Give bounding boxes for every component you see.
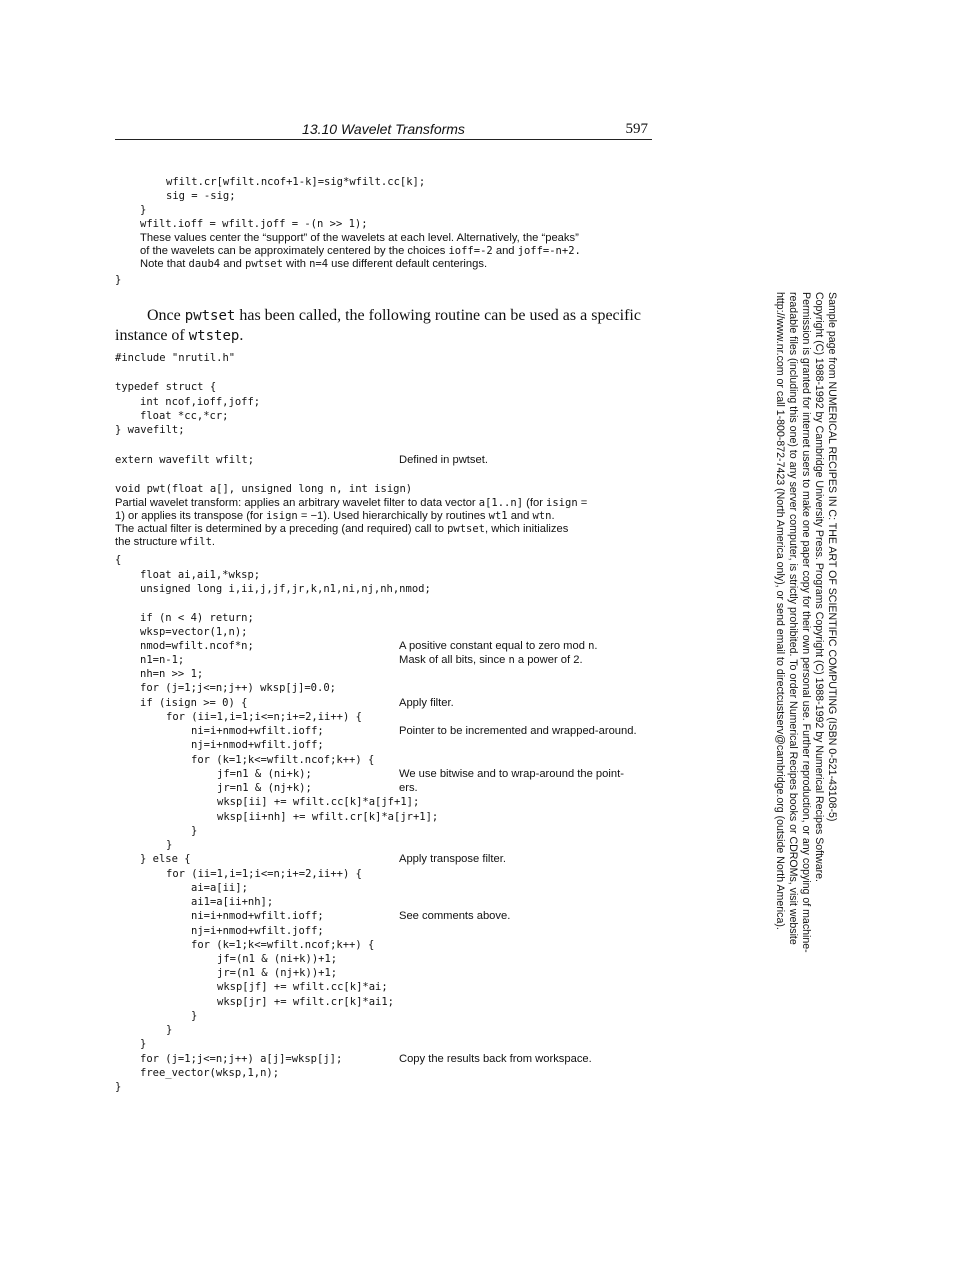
function-signature: void pwt(float a[], unsigned long n, int isign) xyxy=(115,483,413,495)
code-comment: Apply transpose filter. xyxy=(399,853,506,865)
code-line: } xyxy=(115,274,122,286)
code-line: } wavefilt; xyxy=(115,424,185,436)
code-line: float ai,ai1,*wksp; xyxy=(140,569,261,581)
code-line: ni=i+nmod+wfilt.ioff; xyxy=(191,910,324,922)
code-line: nh=n >> 1; xyxy=(140,668,204,680)
code-line: wksp[ii] += wfilt.cc[k]*a[jf+1]; xyxy=(217,796,420,808)
code-line: wksp[jr] += wfilt.cr[k]*ai1; xyxy=(217,996,395,1008)
code-comment: Apply filter. xyxy=(399,697,454,709)
code-comment: ers. xyxy=(399,782,418,794)
code-line: if (n < 4) return; xyxy=(140,612,254,624)
code-line: ai=a[ii]; xyxy=(191,882,248,894)
centering-note xyxy=(140,232,660,271)
code-line: for (k=1;k<=wfilt.ncof;k++) { xyxy=(191,754,375,766)
code-line: } xyxy=(140,1038,147,1050)
code-line: } xyxy=(166,839,173,851)
code-line: for (ii=1,i=1;i<=n;i+=2,ii++) { xyxy=(166,711,362,723)
copyright-sidebar xyxy=(688,292,838,953)
code-line: extern wavefilt wfilt; xyxy=(115,454,255,466)
body-paragraph: Once pwtset has been called, the following routine can be used as a specific instance of wtstep. xyxy=(115,307,641,344)
sidebar-line: Copyright (C) 1988-1992 by Cambridge University Press. Programs Copyright (C) 1988-1992 by Numerical Recipes Software. xyxy=(813,292,825,882)
code-line: wfilt.ioff = wfilt.joff = -(n >> 1); xyxy=(140,218,368,230)
note-line: Note that daub4 and pwtset with n=4 use different default centerings. xyxy=(140,258,488,270)
code-line: for (ii=1,i=1;i<=n;i+=2,ii++) { xyxy=(166,868,362,880)
page-number: 597 xyxy=(625,121,648,137)
sidebar-line: http://www.nr.com or call 1-800-872-7423 (North America only), or send email to directcustserv@cambridge.org (outside North America). xyxy=(774,292,786,930)
code-line: { xyxy=(115,554,122,566)
code-line: wksp[ii+nh] += wfilt.cr[k]*a[jr+1]; xyxy=(217,811,439,823)
code-line: typedef struct { xyxy=(115,381,217,393)
code-line: ni=i+nmod+wfilt.ioff; xyxy=(191,725,324,737)
code-line: jf=n1 & (ni+k); xyxy=(217,768,312,780)
function-description: Partial wavelet transform: applies an arbitrary wavelet filter to data vector a[1..n] (for isign = 1) or applies its transpose (for isign = −1). Used hierarchically by routines wt1 and wtn. The actual filter is determined by a preceding (and required) call to pwtset, which initializes the structure wfilt. xyxy=(115,497,588,548)
code-line: } xyxy=(191,825,198,837)
sidebar-line: Permission is granted for internet users to make one paper copy for their own personal use. Further reproduction, or any copying of machine- xyxy=(800,292,812,953)
note-line: of the wavelets can be approximately centered by the choices ioff=-2 and joff=-n+2. xyxy=(140,245,581,257)
code-line: jr=n1 & (nj+k); xyxy=(217,782,312,794)
code-line: nmod=wfilt.ncof*n; xyxy=(140,640,254,652)
code-line: } xyxy=(166,1024,173,1036)
code-line: ai1=a[ii+nh]; xyxy=(191,896,274,908)
code-line: if (isign >= 0) { xyxy=(140,697,248,709)
code-line: } else { xyxy=(140,853,191,865)
code-comment: A positive constant equal to zero mod n. xyxy=(399,640,598,652)
code-line: wksp=vector(1,n); xyxy=(140,626,248,638)
code-line: wfilt.cr[wfilt.ncof+1-k]=sig*wfilt.cc[k]; xyxy=(166,176,426,188)
code-line: } xyxy=(140,204,147,216)
code-line: #include "nrutil.h" xyxy=(115,352,236,364)
note-line: These values center the “support” of the wavelets at each level. Alternatively, the “peaks” xyxy=(140,232,579,244)
code-comment: Copy the results back from workspace. xyxy=(399,1053,592,1065)
sidebar-line: readable files (including this one) to any server computer, is strictly prohibited. To order Numerical Recipes books or CDROMs, visit website xyxy=(787,292,799,945)
code-line: } xyxy=(115,1081,122,1093)
code-line: float *cc,*cr; xyxy=(140,410,229,422)
code-line: for (j=1;j<=n;j++) a[j]=wksp[j]; xyxy=(140,1053,343,1065)
code-comment: See comments above. xyxy=(399,910,511,922)
code-line: for (j=1;j<=n;j++) wksp[j]=0.0; xyxy=(140,682,336,694)
code-comment: Mask of all bits, since n a power of 2. xyxy=(399,654,583,666)
code-line: int ncof,ioff,joff; xyxy=(140,396,261,408)
code-comment: Pointer to be incremented and wrapped-around. xyxy=(399,725,637,737)
running-header xyxy=(115,121,652,140)
code-line: } xyxy=(191,1010,198,1022)
code-line: for (k=1;k<=wfilt.ncof;k++) { xyxy=(191,939,375,951)
code-comment: We use bitwise and to wrap-around the point- xyxy=(399,768,624,780)
code-line: unsigned long i,ii,j,jf,jr,k,n1,ni,nj,nh,nmod; xyxy=(140,583,431,595)
sidebar-line: Sample page from NUMERICAL RECIPES IN C: THE ART OF SCIENTIFIC COMPUTING (ISBN 0-521-43108-5) xyxy=(826,292,838,822)
code-line: nj=i+nmod+wfilt.joff; xyxy=(191,925,324,937)
code-line: free_vector(wksp,1,n); xyxy=(140,1067,280,1079)
code-line: jr=(n1 & (nj+k))+1; xyxy=(217,967,338,979)
code-line: jf=(n1 & (ni+k))+1; xyxy=(217,953,338,965)
code-line: wksp[jf] += wfilt.cc[k]*ai; xyxy=(217,981,388,993)
code-line: n1=n-1; xyxy=(140,654,185,666)
code-line: sig = -sig; xyxy=(166,190,236,202)
running-head-title: 13.10 Wavelet Transforms xyxy=(302,121,465,137)
code-line: nj=i+nmod+wfilt.joff; xyxy=(191,739,324,751)
code-comment: Defined in pwtset. xyxy=(399,454,488,466)
